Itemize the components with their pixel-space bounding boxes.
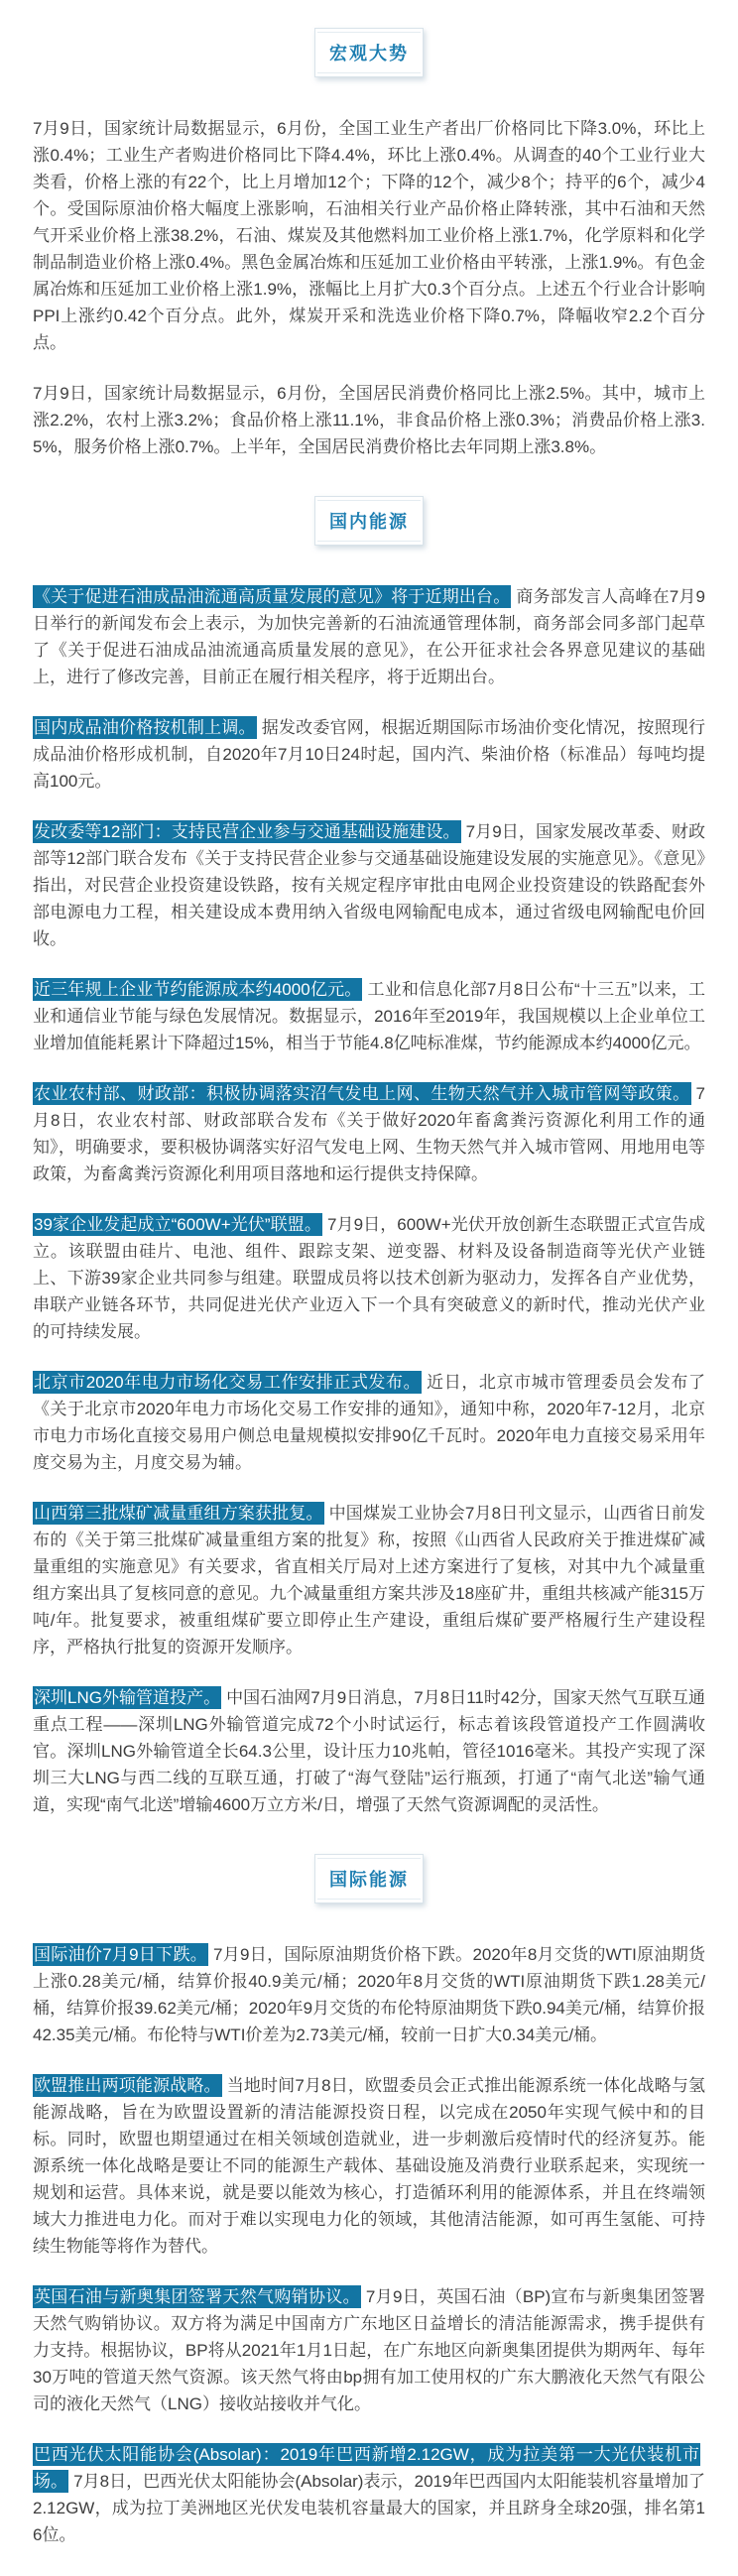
news-paragraph	[33, 1080, 705, 1187]
news-paragraph	[33, 1684, 705, 1818]
news-paragraph	[33, 583, 705, 690]
news-paragraph	[33, 818, 705, 952]
section-title-box	[314, 28, 424, 77]
news-paragraph	[33, 714, 705, 795]
news-headline-highlight: 发改委等12部门：支持民营企业参与交通基础设施建设。	[34, 822, 460, 841]
news-headline-highlight: 欧盟推出两项能源战略。	[34, 2076, 221, 2095]
section-title-inner	[317, 1858, 421, 1900]
news-body-text: 7月9日，600W+光伏开放创新生态联盟正式宣告成立。该联盟由硅片、电池、组件、跟踪支架、逆变器、材料及设备制造商等光伏产业链上、下游39家企业共同参与组建。联盟成员将以技术创新为驱动力，发挥各自产业优势，串联产业链各环节，共同促进光伏产业迈入下一个具有突破意义的新时代，推动光伏产业的可持续发展。	[33, 1215, 705, 1341]
news-paragraph	[33, 2283, 705, 2417]
news-paragraph	[33, 1500, 705, 1660]
section-title-inner	[317, 500, 421, 542]
news-body-text: 当地时间7月8日，欧盟委员会正式推出能源系统一体化战略与氢能源战略，旨在为欧盟设置新的清洁能源投资日程，以完成在2050年实现气候中和的目标。同时，欧盟也期望通过在相关领域创造就业，进一步刺激后疫情时代的经济复苏。能源系统一体化战略是要让不同的能源生产载体、基础设施及消费行业联系起来，实现统一规划和运营。具体来说，就是要以能效为核心，打造循环利用的能源体系，并且在终端领域大力推进电力化。而对于难以实现电力化的领域，其他清洁能源，如可再生氢能、可持续生物能等将作为替代。	[33, 2076, 705, 2256]
news-paragraph	[33, 1211, 705, 1345]
news-body-text: 7月9日，国家发展改革委、财政部等12部门联合发布《关于支持民营企业参与交通基础设施建设发展的实施意见》。《意见》指出，对民营企业投资建设铁路，按有关规定程序审批由电网企业投资建设的铁路配套外部电源电力工程，相关建设成本费用纳入省级电网输配电成本，通过省级电网输配电价回收。	[33, 822, 705, 948]
news-paragraph	[33, 1369, 705, 1476]
news-headline-highlight: 北京市2020年电力市场化交易工作安排正式发布。	[34, 1373, 422, 1392]
section-title: 宏观大势	[329, 44, 409, 63]
news-body-text: 商务部发言人高峰在7月9日举行的新闻发布会上表示，为加快完善新的石油流通管理体制，商务部会同多部门起草了《关于促进石油成品油流通高质量发展的意见》，在公开征求社会各界意见建议的基础上，进行了修改完善，目前正在履行相关程序，将于近期出台。	[33, 587, 705, 686]
section-title-box	[314, 496, 424, 546]
news-body-text: 中国石油网7月9日消息，7月8日11时42分，国家天然气互联互通重点工程——深圳LNG外输管道完成72个小时试运行，标志着该段管道投产工作圆满收官。深圳LNG外输管道全长64.3公里，设计压力10兆帕，管径1016毫米。其投产实现了深圳三大LNG与西二线的互联互通，打破了“海气登陆”运行瓶颈，打通了“南气北送”输气通道，实现“南气北送”增输4600万立方米/日，增强了天然气资源调配的灵活性。	[33, 1688, 705, 1814]
news-headline-highlight: 深圳LNG外输管道投产。	[34, 1688, 221, 1707]
section-international-energy	[33, 1854, 705, 2548]
news-headline-highlight: 山西第三批煤矿减量重组方案获批复。	[34, 1504, 323, 1523]
news-headline-highlight: 近三年规上企业节约能源成本约4000亿元。	[34, 980, 362, 999]
news-body-text: 7月8日，农业农村部、财政部联合发布《关于做好2020年畜禽粪污资源化利用工作的通知》，明确要求，要积极协调落实好沼气发电上网、生物天然气并入城市管网、用地用电等政策，为畜禽粪污资源化利用项目落地和运行提供支持保障。	[33, 1084, 705, 1183]
news-headline-highlight: 39家企业发起成立“600W+光伏”联盟。	[34, 1215, 321, 1234]
news-paragraph	[33, 976, 705, 1056]
news-headline-highlight: 农业农村部、财政部：积极协调落实沼气发电上网、生物天然气并入城市管网等政策。	[34, 1084, 690, 1103]
news-body-text: 近日，北京市城市管理委员会发布了《关于北京市2020年电力市场化交易工作安排的通知》，通知中称，2020年7-12月，北京市电力市场化直接交易用户侧总电量规模拟安排90亿千瓦时。2020年电力直接交易采用年度交易为主，月度交易为辅。	[33, 1373, 705, 1472]
news-body-text: 7月9日，国际原油期货价格下跌。2020年8月交货的WTI原油期货上涨0.28美元/桶，结算价报40.9美元/桶；2020年8月交货的WTI原油期货下跌1.28美元/桶，结算价报39.62美元/桶；2020年9月交货的布伦特原油期货下跌0.94美元/桶，结算价报42.35美元/桶。布伦特与WTI价差为2.73美元/桶，较前一日扩大0.34美元/桶。	[33, 1945, 705, 2044]
news-body-text: 7月8日，巴西光伏太阳能协会(Absolar)表示，2019年巴西国内太阳能装机容量增加了2.12GW，成为拉丁美洲地区光伏发电装机容量最大的国家，并且跻身全球20强，排名第16位。	[33, 2472, 705, 2544]
news-paragraph	[33, 380, 705, 460]
section-title: 国内能源	[329, 512, 409, 532]
section-macro-trends	[33, 28, 705, 460]
news-headline-highlight: 国内成品油价格按机制上调。	[34, 718, 256, 737]
news-headline-highlight: 英国石油与新奥集团签署天然气购销协议。	[34, 2287, 360, 2306]
news-body-text: 7月9日，国家统计局数据显示，6月份，全国工业生产者出厂价格同比下降3.0%，环比上涨0.4%；工业生产者购进价格同比下降4.4%，环比上涨0.4%。从调查的40个工业行业大类看，价格上涨的有22个，比上月增加12个；下降的12个，减少8个；持平的6个，减少4个。受国际原油价格大幅度上涨影响，石油相关行业产品价格止降转涨，其中石油和天然气开采业价格上涨38.2%，石油、煤炭及其他燃料加工业价格上涨1.7%，化学原料和化学制品制造业价格上涨0.4%。黑色金属冶炼和压延加工业价格由平转涨，上涨1.9%。有色金属冶炼和压延加工业价格上涨1.9%，涨幅比上月扩大0.3个百分点。上述五个行业合计影响PPI上涨约0.42个百分点。此外，煤炭开采和洗选业价格下降0.7%，降幅收窄2.2个百分点。	[33, 119, 705, 352]
news-headline-highlight: 《关于促进石油成品油流通高质量发展的意见》将于近期出台。	[34, 587, 511, 606]
section-domestic-energy	[33, 496, 705, 1818]
news-headline-highlight: 巴西光伏太阳能协会(Absolar)：2019年巴西新增2.12GW，成为拉美第一大光伏装机市场。	[34, 2445, 699, 2491]
section-title-box	[314, 1854, 424, 1903]
news-body-text: 中国煤炭工业协会7月8日刊文显示，山西省日前发布的《关于第三批煤矿减量重组方案的批复》称，按照《山西省人民政府关于推进煤矿减量重组的实施意见》有关要求，省直相关厅局对上述方案进行了复核，对其中九个减量重组方案出具了复核同意的意见。九个减量重组方案共涉及18座矿井，重组共核减产能315万吨/年。批复要求，被重组煤矿要立即停止生产建设，重组后煤矿要严格履行生产建设程序，严格执行批复的资源开发顺序。	[33, 1504, 705, 1656]
news-body-text: 据发改委官网，根据近期国际市场油价变化情况，按照现行成品油价格形成机制，自2020年7月10日24时起，国内汽、柴油价格（标准品）每吨均提高100元。	[33, 718, 706, 791]
section-title-inner	[317, 32, 421, 73]
news-paragraph	[33, 2441, 705, 2548]
section-title: 国际能源	[329, 1870, 409, 1890]
news-body-text: 7月9日，国家统计局数据显示，6月份，全国居民消费价格同比上涨2.5%。其中，城市上涨2.2%，农村上涨3.2%；食品价格上涨11.1%，非食品价格上涨0.3%；消费品价格上涨3.5%，服务价格上涨0.7%。上半年，全国居民消费价格比去年同期上涨3.8%。	[33, 384, 705, 456]
news-body-text: 工业和信息化部7月8日公布“十三五”以来，工业和通信业节能与绿色发展情况。数据显示，2016年至2019年，我国规模以上企业单位工业增加值能耗累计下降超过15%，相当于节能4.8亿吨标准煤，节约能源成本约4000亿元。	[33, 980, 705, 1052]
news-paragraph	[33, 115, 705, 356]
news-paragraph	[33, 1941, 705, 2048]
news-headline-highlight: 国际油价7月9日下跌。	[34, 1945, 208, 1964]
news-paragraph	[33, 2072, 705, 2260]
news-body-text: 7月9日，英国石油（BP)宣布与新奥集团签署天然气购销协议。双方将为满足中国南方广东地区日益增长的清洁能源需求，携手提供有力支持。根据协议，BP将从2021年1月1日起，在广东地区向新奥集团提供为期两年、每年30万吨的管道天然气资源。该天然气将由bp拥有加工使用权的广东大鹏液化天然气有限公司的液化天然气（LNG）接收站接收并气化。	[33, 2287, 705, 2413]
